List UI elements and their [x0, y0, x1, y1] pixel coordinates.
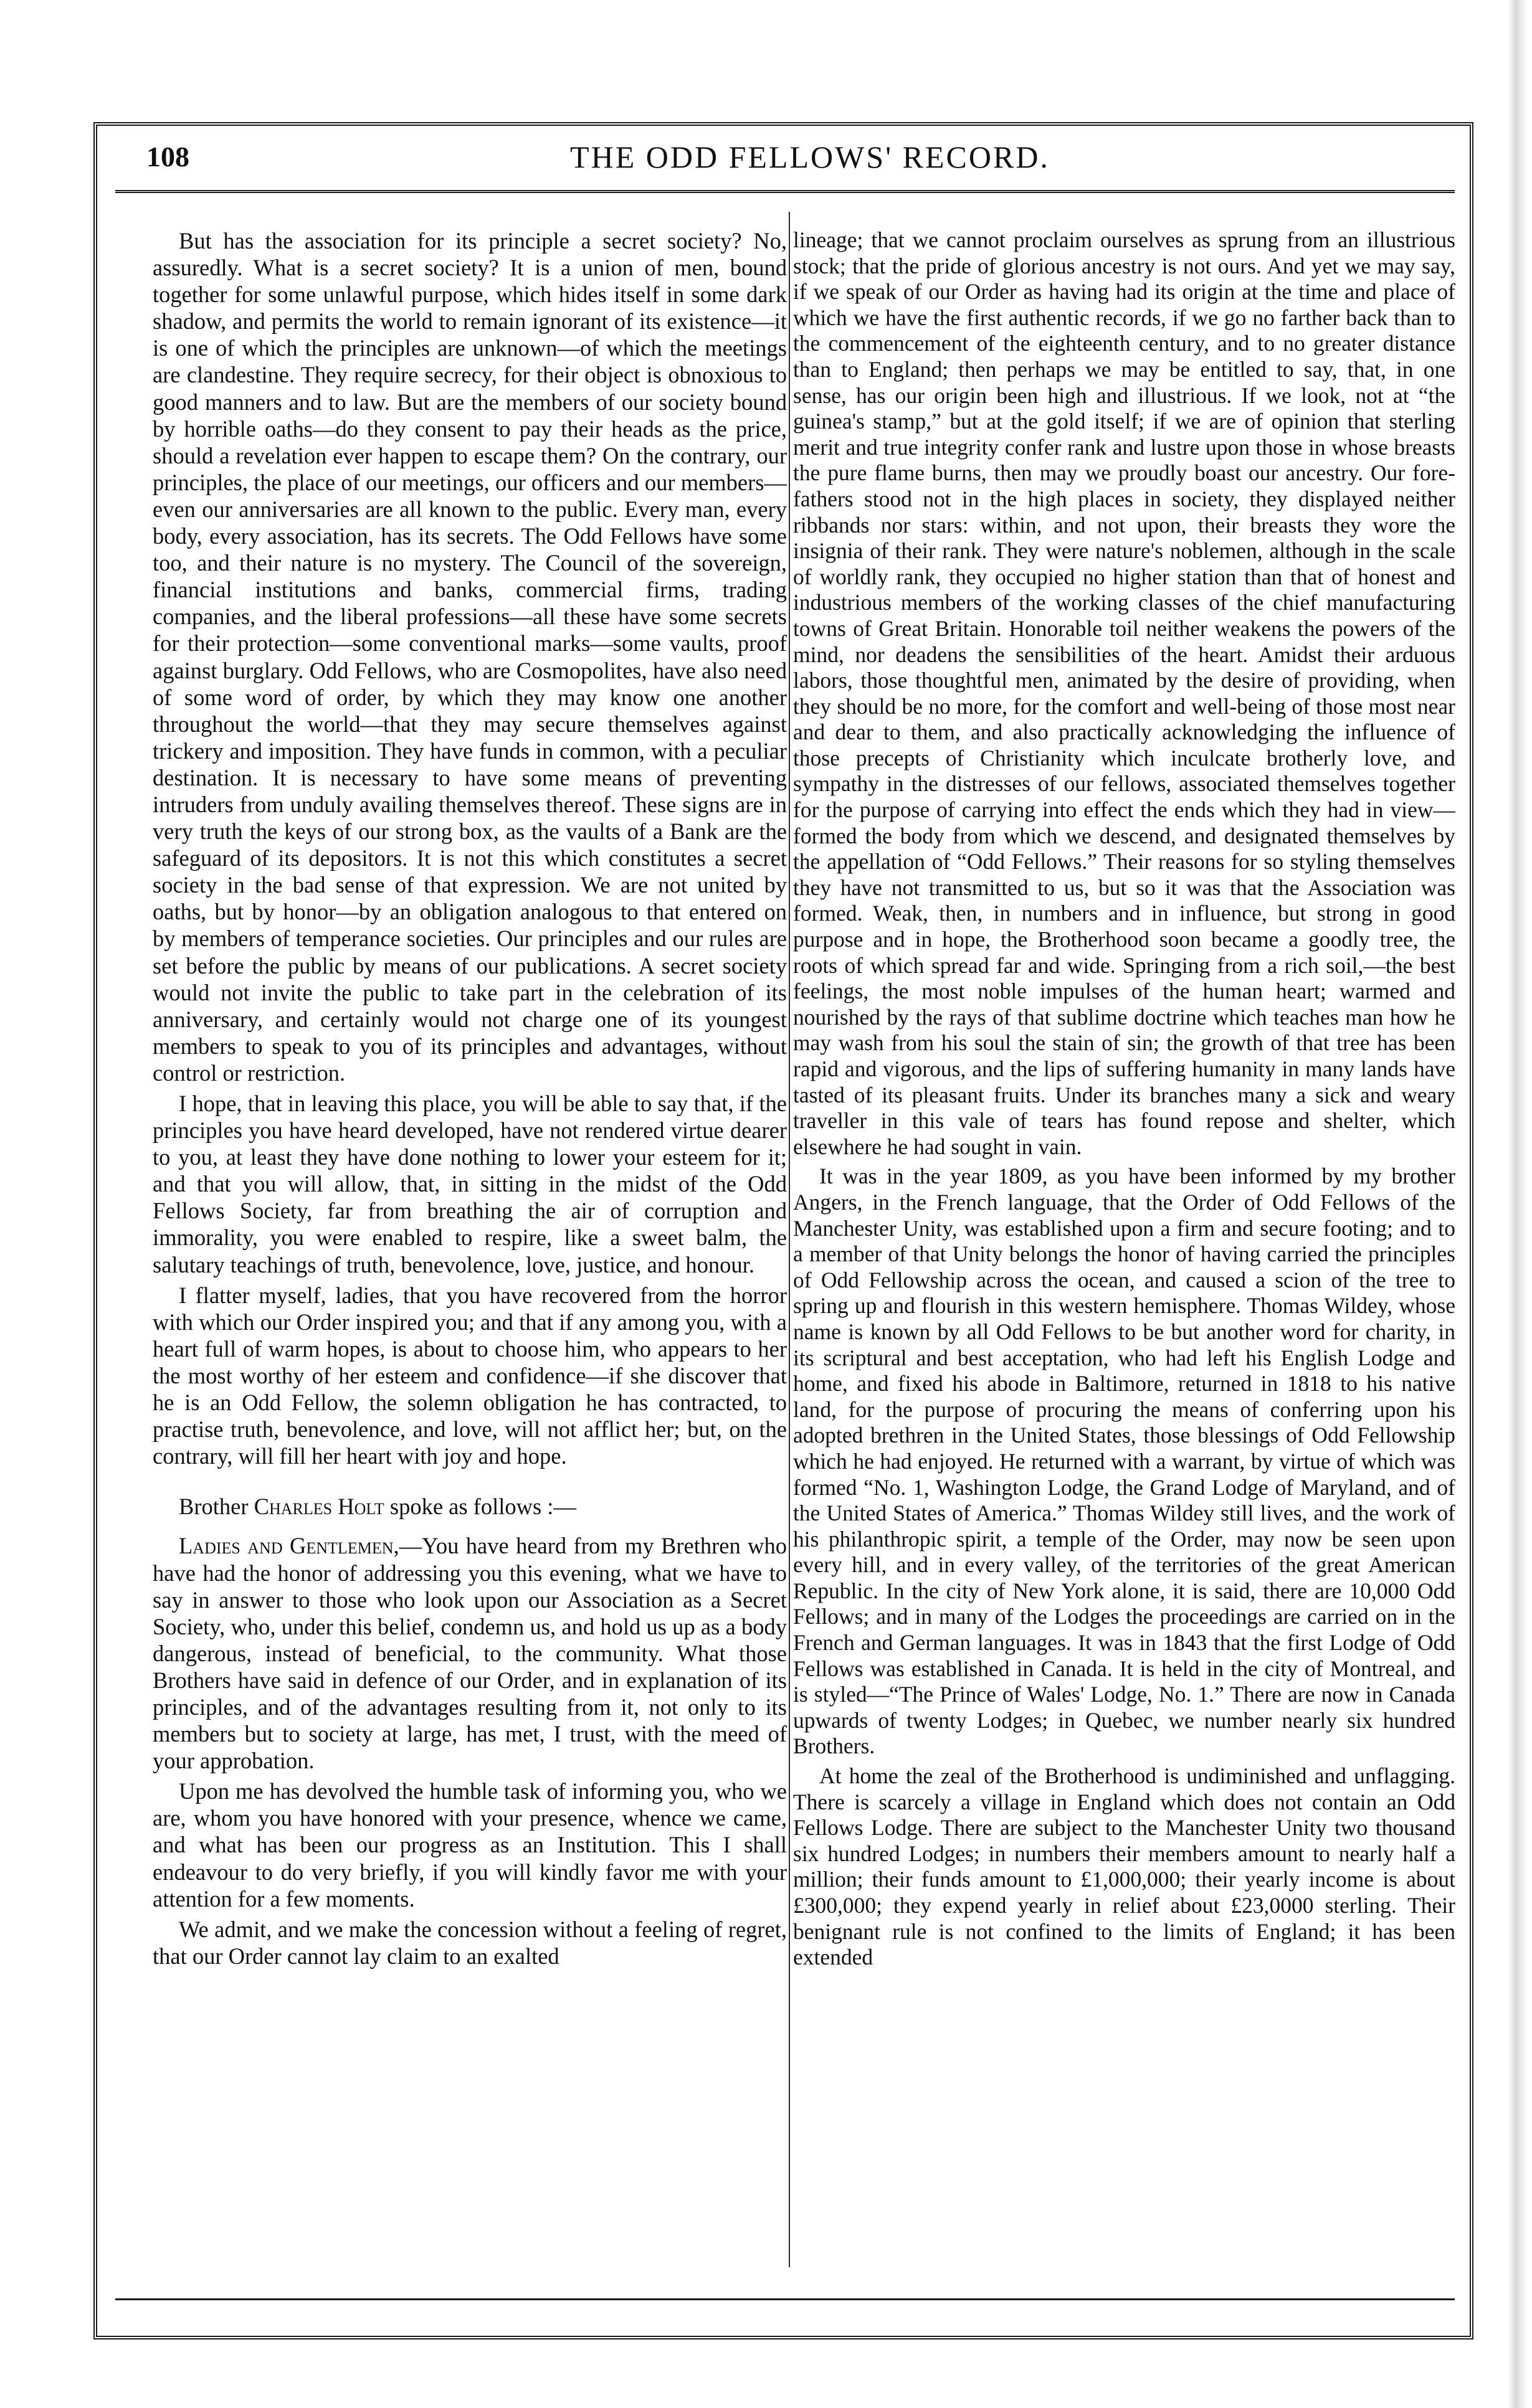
salutation: Ladies and Gentlemen, — [179, 1533, 399, 1559]
page-edge-shadow — [1508, 0, 1527, 2408]
paragraph: lineage; that we cannot proclaim ourselves as sprung from an illustrious stock; that the pride of glorious ancestry is not ours. And yet we may say, if we speak of our Order as having had its origin at the time and place of which we have the first authentic records, if we go no farther back than to the commencement of the eighteenth century, and to no greater distance than to England; then perhaps we may be entitled to say, that, in one sense, has our origin been high and illustrious. If we look, not at “the guinea's stamp,” but at the gold itself; if we are of opinion that sterling merit and true integrity confer rank and lustre upon those in whose breasts the pure flame burns, then may we proudly boast our ancestry. Our fore-fathers stood not in the high places in society, they displayed neither ribbands nor stars: within, and not upon, their breasts they wore the insignia of their rank. They were nature's noblemen, although in the scale of worldly rank, they occupied no higher station than that of honest and industrious members of the working classes of the chief manufacturing towns of Great Britain. Honorable toil neither weakens the powers of the mind, nor deadens the sensibilities of the heart. Amidst their arduous labors, those thoughtful men, animated by the desire of providing, when they should be no more, for the comfort and well-being of those most near and dear to them, and also practically acknowledging the influence of those precepts of Christianity which inculcate brotherly love, and sympathy in the distresses of our fellows, associated themselves together for the purpose of carrying into effect the ends which they had in view—formed the body from which we descend, and designated themselves by the appellation of “Odd Fellows.” Their reasons for so styling themselves they have not transmitted to us, but so it was that the Association was formed. Weak, then, in numbers and in influence, but strong in good purpose and in hope, the Brotherhood soon became a goodly tree, the roots of which spread far and wide. Springing from a rich soil,—the best feelings, the most noble impulses of the human heart; warmed and nourished by the rays of that sublime doctrine which teaches man how he may wash from his soul the stain of sin; the growth of that tree has been rapid and vigorous, and the lips of suffering humanity in many lands have tasted of its pleasant fruits. Under its branches many a sick and weary traveller in this vale of tears has found repose and shelter, which elsewhere he had sought in vain. — [793, 227, 1455, 1159]
paragraph: At home the zeal of the Brotherhood is undiminished and unflagging. There is scarcely a village in England which does not contain an Odd Fellows Lodge. There are subject to the Manchester Unity two thousand six hundred Lodges; in numbers their members amount to nearly half a million; their funds amount to £1,000,000; their yearly income is about £300,000; they expend yearly in relief about £23,0000 sterling. Their benignant rule is not confined to the limits of England; it has been extended — [793, 1763, 1455, 1970]
right-column — [793, 227, 1455, 2264]
running-head-title: THE ODD FELLOWS' RECORD. — [570, 140, 1050, 174]
left-column — [153, 227, 787, 2264]
speaker-intro: Brother — [179, 1494, 249, 1520]
speaker-after: spoke as follows :— — [389, 1494, 576, 1520]
paragraph: But has the association for its principle a secret society? No, assuredly. What is a secret society? It is a union of men, bound together for some unlawful purpose, which hides itself in some dark shadow, and permits the world to remain ignorant of its existence—it is one of which the principles are unknown—of which the meetings are clandestine. They require secrecy, for their object is obnoxious to good manners and to law. But are the members of our society bound by horrible oaths—do they consent to pay their heads as the price, should a revelation ever happen to escape them? On the contrary, our principles, the place of our meetings, our officers and our members—even our anniversaries are all known to the public. Every man, every body, every association, has its secrets. The Odd Fellows have some too, and their nature is no mystery. The Council of the sovereign, financial institutions and banks, commercial firms, trading companies, and the liberal professions—all these have some secrets for their protection—some conventional marks—some vaults, proof against burglary. Odd Fellows, who are Cosmopolites, have also need of some word of order, by which they may know one another throughout the world—that they may secure themselves against trickery and imposition. They have funds in common, with a peculiar destination. It is necessary to have some means of preventing intruders from unduly availing themselves thereof. These signs are in very truth the keys of our strong box, as the vaults of a Bank are the safeguard of its depositors. It is not this which constitutes a secret society in the bad sense of that expression. We are not united by oaths, but by honor—by an obligation analogous to that entered on by members of temperance societies. Our principles and our rules are set before the public by means of our publications. A secret society would not invite the public to take part in the celebration of its anniversary, and certainly would not charge one of its youngest members to speak to you of its principles and advantages, without control or restriction. — [153, 228, 787, 1086]
paragraph-text: —You have heard from my Brethren who have had the honor of addressing you this evening, what we have to say in answer to those who look upon our Association as a Secret Society, who, under this belief, condemn us, and hold us up as a body dangerous, instead of beneficial, to the community. What those Brothers have said in defence of our Order, and in explanation of its principles, and of the advantages resulting from it, not only to its members but to society at large, has met, I trust, with the meed of your approbation. — [153, 1533, 787, 1774]
header-rule — [115, 190, 1455, 193]
speaker-line — [153, 1493, 787, 1520]
column-divider — [789, 212, 790, 2267]
paragraph: I flatter myself, ladies, that you have recovered from the horror with which our Order inspired you; and that if any among you, with a heart full of warm hopes, is about to choose him, who appears to her the most worthy of her esteem and confidence—if she discover that he is an Odd Fellow, the solemn obligation he has contracted, to practise truth, benevolence, and love, will not afflict her; but, on the contrary, will fill her heart with joy and hope. — [153, 1282, 787, 1469]
paragraph: It was in the year 1809, as you have been informed by my brother Angers, in the French language, that the Order of Odd Fellows of the Manchester Unity, was established upon a firm and secure footing; and to a member of that Unity belongs the honor of having carried the principles of Odd Fellowship across the ocean, and caused a scion of the tree to spring up and flourish in this western hemisphere. Thomas Wildey, whose name is known by all Odd Fellows to be but another word for charity, in its scriptural and best acceptation, who had left his English Lodge and home, and fixed his abode in Baltimore, returned in 1818 to his native land, for the purpose of procuring the means of conferring upon his adopted brethren in the United States, those blessings of Odd Fellowship which he had enjoyed. He returned with a warrant, by virtue of which was formed “No. 1, Washington Lodge, the Grand Lodge of Maryland, and of the United States of America.” Thomas Wildey still lives, and the work of his philanthropic spirit, a temple of the Order, may now be seen upon every hill, and in every valley, of the territories of the great American Republic. In the city of New York alone, it is said, there are 10,000 Odd Fellows; and in many of the Lodges the proceedings are carried on in the French and German languages. It was in 1843 that the first Lodge of Odd Fellows was established in Canada. It is held in the city of Montreal, and is styled—“The Prince of Wales' Lodge, No. 1.” There are now in Canada upwards of twenty Lodges; in Quebec, we number nearly six hundred Brothers. — [793, 1164, 1455, 1759]
paragraph: We admit, and we make the concession without a feeling of regret, that our Order cannot lay claim to an exalted — [153, 1916, 787, 1969]
paragraph: I hope, that in leaving this place, you will be able to say that, if the principles you have heard developed, have not rendered virtue dearer to you, at least they have done nothing to lower your esteem for it; and that you will allow, that, in sitting in the midst of the Odd Fellows Society, far from breathing the air of corruption and immorality, you were enabled to respire, like a sweet balm, the salutary teachings of truth, benevolence, love, justice, and honour. — [153, 1091, 787, 1277]
page-number: 108 — [146, 141, 189, 173]
speaker-name: Charles Holt — [254, 1494, 384, 1520]
paragraph — [153, 1532, 787, 1774]
footer-rule — [115, 2298, 1455, 2300]
paragraph: Upon me has devolved the humble task of informing you, who we are, whom you have honored with your presence, whence we came, and what has been our progress as an Institution. This I shall endeavour to do very briefly, if you will kindly favor me with your attention for a few moments. — [153, 1778, 787, 1912]
